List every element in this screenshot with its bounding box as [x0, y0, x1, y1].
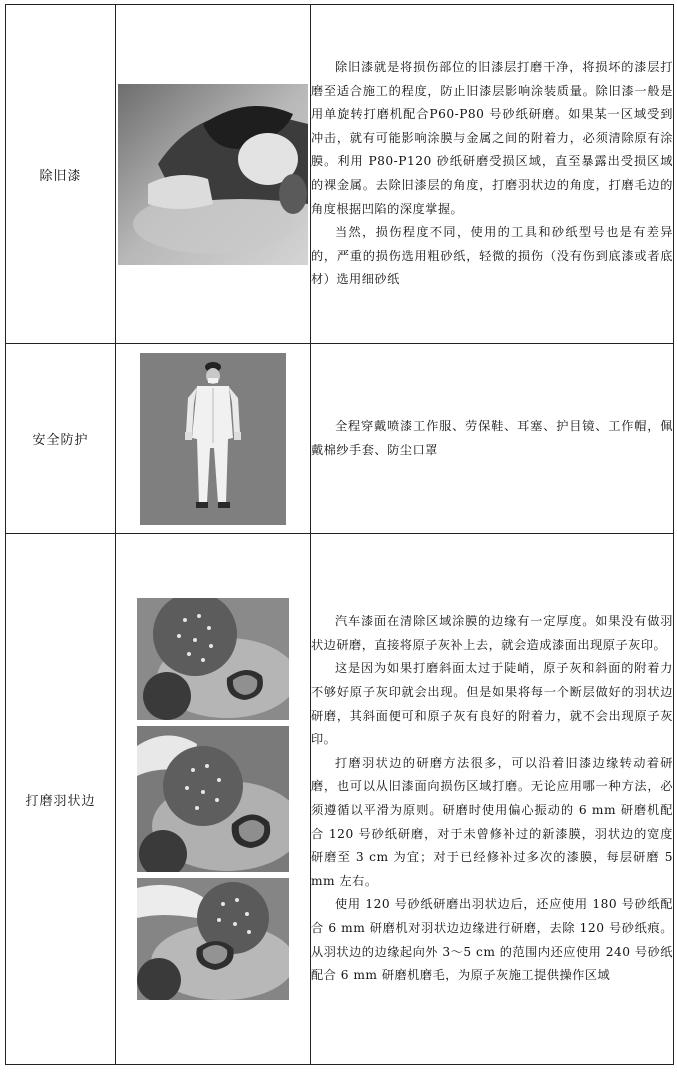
step-name: 安全防护 [6, 344, 116, 534]
feather-edge-photos [116, 598, 310, 1000]
paragraph: 汽车漆面在清除区域涂膜的边缘有一定厚度。如果没有做羽状边研磨，直接将原子灰补上去，就会造成漆面出现原子灰印。 [311, 614, 673, 652]
table-row [6, 534, 674, 1065]
paragraph: 除旧漆就是将损伤部位的旧漆层打磨干净，将损坏的漆层打磨至适合施工的程度，防止旧漆层影响涂装质量。除旧漆一般是用单旋转打磨机配合P60-P80 号砂纸研磨。如果某一区域受到冲击，就有可能影响涂膜与金属之间的附着力，必须清除原有涂膜。利用 P80-P120 砂纸研磨受损区域，直至暴露出受损区域的裸金属。去除旧漆层的角度，打磨羽状边的角度，打磨毛边的角度根据凹陷的深度掌握。 [311, 60, 673, 216]
step-image-cell [116, 5, 311, 344]
step-description [311, 5, 674, 344]
sanding-old-paint-photo [118, 84, 308, 265]
paragraph: 当然，损伤程度不同，使用的工具和砂纸型号也是有差异的，严重的损伤选用粗砂纸，轻微的损伤（没有伤到底漆或者底材）选用细砂纸 [311, 225, 673, 287]
step-name: 打磨羽状边 [6, 534, 116, 1065]
step-description [311, 534, 674, 1065]
sanding-disc-photo-3 [137, 878, 289, 1000]
table-row [6, 344, 674, 534]
paragraph: 打磨羽状边的研磨方法很多，可以沿着旧漆边缘转动着研磨，也可以从旧漆面向损伤区域打磨。无论应用哪一种方法，必须遵循以平滑为原则。研磨时使用偏心振动的 6 mm 研磨机配合 120 号砂纸研磨，对于未曾修补过的新漆膜，羽状边的宽度研磨至 3 cm 为宜；对于已经修补过多次的漆膜，每层研磨 5 mm 左右。 [311, 755, 673, 888]
sanding-disc-photo-1 [137, 598, 289, 720]
step-description [311, 344, 674, 534]
protective-gear-photo [140, 353, 286, 525]
step-image-cell [116, 344, 311, 534]
table-row [6, 5, 674, 344]
paragraph: 这是因为如果打磨斜面太过于陡峭，原子灰和斜面的附着力不够好原子灰印就会出现。但是如果将每一个断层做好的羽状边研磨，其斜面便可和原子灰有良好的附着力，就不会出现原子灰印。 [311, 661, 673, 747]
sanding-disc-photo-2 [137, 726, 289, 872]
step-name: 除旧漆 [6, 5, 116, 344]
paragraph: 全程穿戴喷漆工作服、劳保鞋、耳塞、护目镜、工作帽，佩戴棉纱手套、防尘口罩 [311, 418, 673, 457]
procedure-table [5, 4, 674, 1065]
paragraph: 使用 120 号砂纸研磨出羽状边后，还应使用 180 号砂纸配合 6 mm 研磨机对羽状边边缘进行研磨，去除 120 号砂纸痕。从羽状边的边缘起向外 3～5 cm 的范围内还应使用 240 号砂纸配合 6 mm 研磨机磨毛，为原子灰施工提供操作区域 [311, 897, 673, 983]
step-image-cell [116, 534, 311, 1065]
